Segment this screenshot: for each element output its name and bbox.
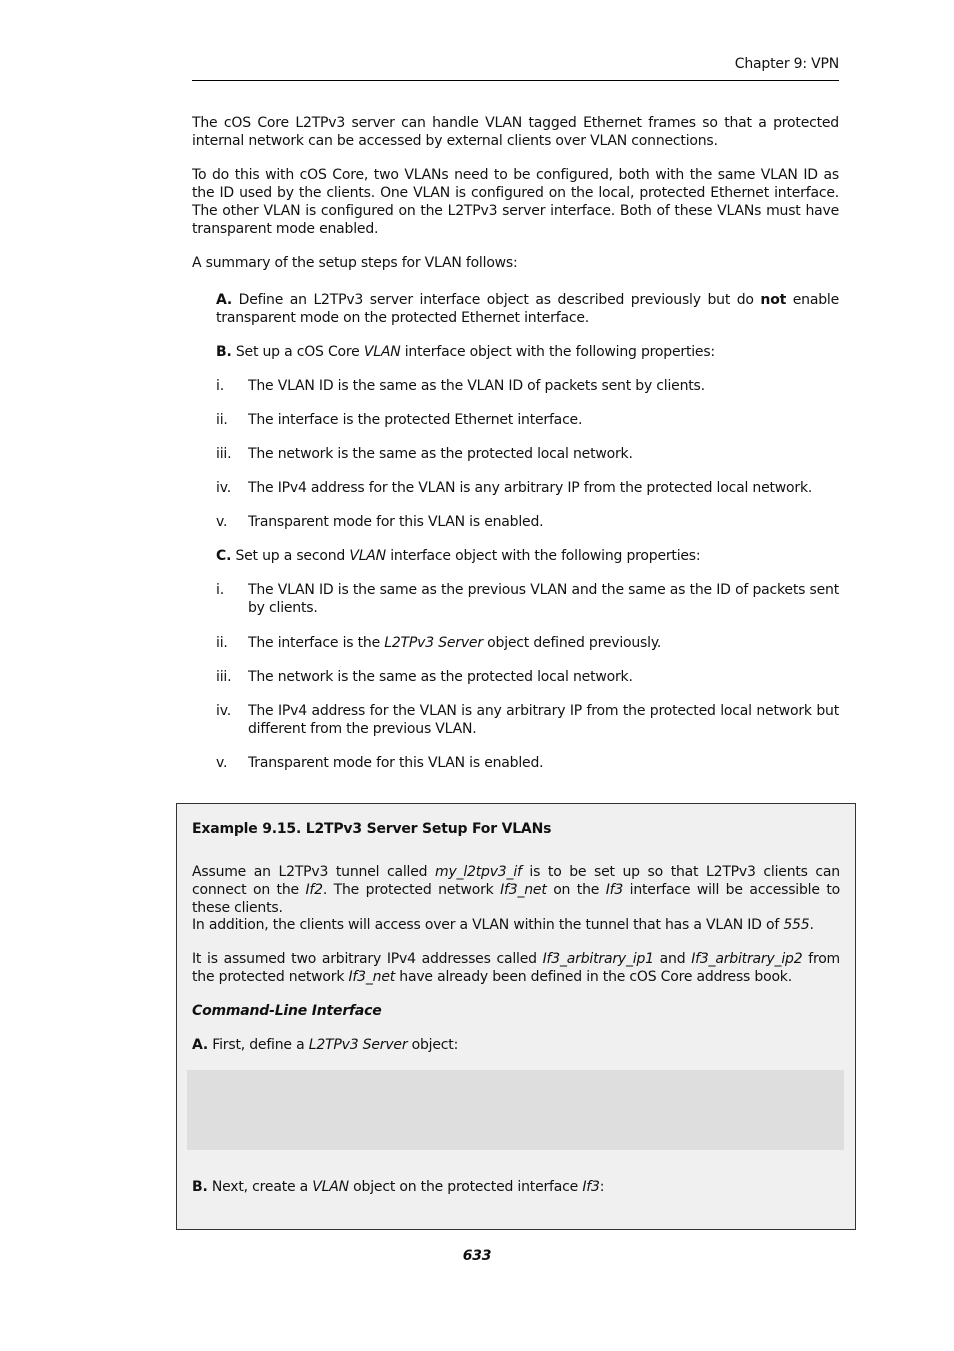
step-c: C. Set up a second VLAN interface object with the following properties: [216, 548, 701, 564]
page-number: 633 [462, 1248, 492, 1264]
intro-paragraph-3: A summary of the setup steps for VLAN follows: [192, 255, 518, 271]
example-paragraph-2: In addition, the clients will access over a VLAN within the tunnel that has a VLAN ID of 555. [192, 917, 814, 933]
code-block [187, 1070, 844, 1150]
example-box [176, 803, 856, 1230]
page-header [192, 55, 839, 81]
example-paragraph-3: It is assumed two arbitrary IPv4 addresses called If3_arbitrary_ip1 and If3_arbitrary_ip2 from the protected network If3_net have already been defined in the cOS Core address book. [192, 951, 840, 985]
example-title: Example 9.15. L2TPv3 Server Setup For VLANs [192, 821, 552, 837]
chapter-title: Chapter 9: VPN [734, 56, 839, 72]
example-step-b: B. Next, create a VLAN object on the protected interface If3: [192, 1179, 605, 1195]
example-paragraph-1: Assume an L2TPv3 tunnel called my_l2tpv3_if is to be set up so that L2TPv3 clients can connect on the If2. The protected network If3_net on the If3 interface will be accessible to these clients. [192, 864, 840, 916]
step-a: A. Define an L2TPv3 server interface object as described previously but do not enable transparent mode on the protected Ethernet interface. [216, 292, 839, 326]
intro-paragraph-2: To do this with cOS Core, two VLANs need to be configured, both with the same VLAN ID as the ID used by the clients. One VLAN is configured on the local, protected Ethernet interface. The other VLAN is configured on the L2TPv3 server interface. Both of these VLANs must have transparent mode enabled. [192, 167, 839, 237]
step-b: B. Set up a cOS Core VLAN interface object with the following properties: [216, 344, 715, 360]
example-step-a: A. First, define a L2TPv3 Server object: [192, 1037, 459, 1053]
intro-paragraph-1: The cOS Core L2TPv3 server can handle VLAN tagged Ethernet frames so that a protected internal network can be accessed by external clients over VLAN connections. [192, 115, 839, 149]
cli-heading: Command-Line Interface [192, 1003, 382, 1019]
